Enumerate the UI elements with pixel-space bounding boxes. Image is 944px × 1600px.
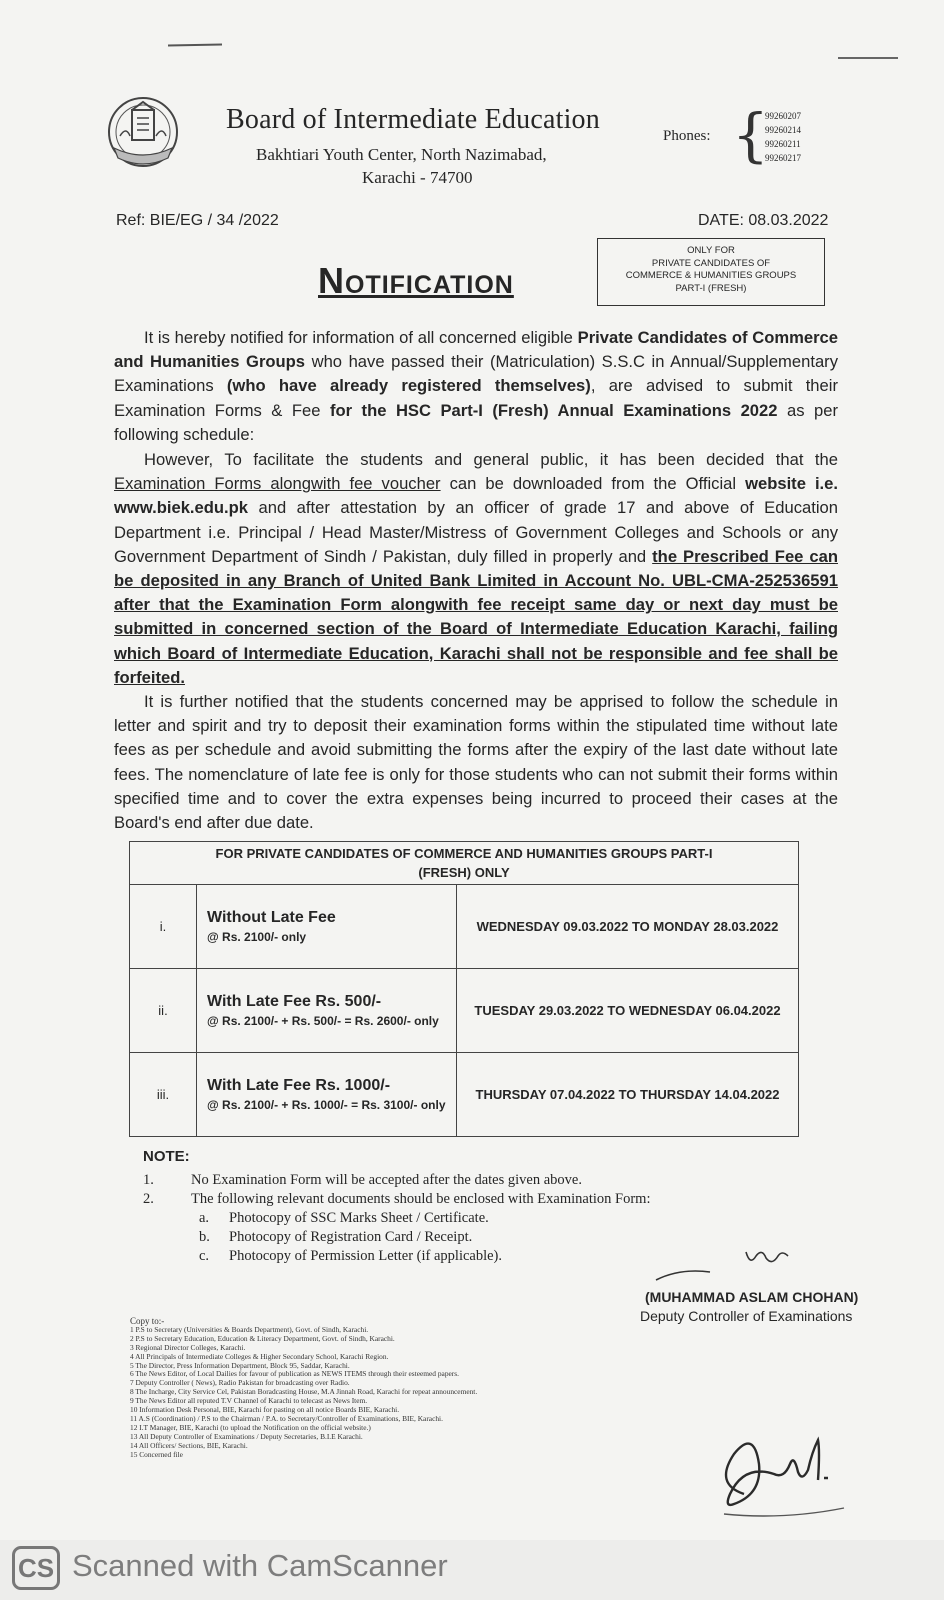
copy-to-item: 7 Deputy Controller ( News), Radio Pakistan for broadcasting over Radio. (130, 1378, 350, 1388)
only-for-line: PRIVATE CANDIDATES OF (651, 257, 771, 269)
table-row (130, 969, 799, 1053)
bold-span: Private Candidates of Commerce and Humanities Groups (114, 328, 838, 372)
schedule-table (129, 841, 799, 1137)
text-span: as per following schedule: (114, 400, 838, 444)
note-text: The following relevant documents should be enclosed with Examination Form: (191, 1191, 651, 1207)
text-span: It is hereby notified for information of all concerned eligible (144, 328, 578, 347)
scratch-mark (838, 57, 898, 59)
camscanner-watermark: Scanned with CamScanner (72, 1548, 448, 1583)
subitem-letter: b. (199, 1229, 210, 1245)
date-range: THURSDAY 07.04.2022 TO THURSDAY 14.04.2022 (457, 1053, 799, 1137)
fee-cell (197, 1053, 457, 1137)
row-number: i. (130, 885, 197, 969)
signature-icon (650, 1238, 820, 1288)
date-range: TUESDAY 29.03.2022 TO WEDNESDAY 06.04.2022 (457, 969, 799, 1053)
note-list (143, 1171, 650, 1266)
bold-span: (who have already registered themselves) (226, 376, 591, 396)
subitem-text: Photocopy of SSC Marks Sheet / Certificate. (229, 1210, 489, 1226)
text-span: who have passed their (Matriculation) S.S.C in Annual/Supplementary Examinations (114, 352, 838, 396)
scratch-mark (168, 44, 222, 47)
schedule-header: FOR PRIVATE CANDIDATES OF COMMERCE AND HUMANITIES GROUPS PART-I (FRESH) ONLY (130, 842, 799, 885)
text-span: , are advised to submit their Examination Forms & Fee (114, 376, 838, 420)
text-span: can be downloaded from the Official (440, 474, 746, 494)
board-title: Board of Intermediate Education (226, 104, 600, 135)
note-subitem (143, 1209, 650, 1228)
camscanner-logo-icon: CS (12, 1546, 60, 1590)
copy-to-item: 2 P.S to Secretary Education, Education & Literacy Department, Govt. of Sindh, Karachi. (130, 1333, 395, 1343)
copy-to-heading: Copy to:- (130, 1316, 165, 1326)
fee-cell (197, 969, 457, 1053)
row-number: ii. (130, 969, 197, 1053)
note-number: 2. (143, 1191, 154, 1207)
fee-label: Without Late Fee (207, 909, 336, 926)
paragraph-3-text: It is further notified that the students concerned may be apprised to follow the schedule in letter and spirit and try to deposit their examination forms within the stipulated time without late fees as per schedule and avoid submitting the forms after the expiry of the last date without late fees. The nomenclature of late fee is only for those students who can not submit their forms within specified time and to cover the extra expenses being incurred to proceed their cases at the Board's end after due date. (114, 692, 838, 833)
fee-label: With Late Fee Rs. 500/- (207, 993, 382, 1010)
fee-amount: @ Rs. 2100/- + Rs. 500/- = Rs. 2600/- only (207, 1014, 439, 1028)
brace-icon: { (732, 101, 769, 169)
paragraph-1 (114, 326, 838, 447)
note-subitem (143, 1247, 650, 1266)
note-subitem (143, 1228, 650, 1247)
second-signature-icon (704, 1424, 874, 1524)
note-number: 1. (143, 1172, 154, 1188)
notification-title: Notification (318, 260, 514, 301)
row-number: iii. (130, 1053, 197, 1137)
copy-to-item: 1 P.S to Secretary (Universities & Boards Department), Govt. of Sindh, Karachi. (130, 1324, 369, 1334)
paragraph-2 (114, 448, 838, 690)
only-for-line: COMMERCE & HUMANITIES GROUPS (625, 270, 797, 281)
board-crest-icon (104, 92, 182, 176)
signatory-name: (MUHAMMAD ASLAM CHOHAN) (645, 1289, 859, 1305)
copy-to-item: 10 Information Desk Personal, BIE, Karachi for pasting on all notice Boards BIE, Karachi. (130, 1405, 400, 1415)
subitem-text: Photocopy of Permission Letter (if applicable). (229, 1248, 503, 1264)
underlined-span: Examination Forms alongwith fee voucher (114, 474, 441, 494)
only-for-box (597, 238, 825, 306)
phone-number: 99260207 (765, 111, 801, 121)
copy-to-item: 9 The News Editor all reputed T.V Channel of Karachi to telecast as News Item. (130, 1396, 368, 1406)
only-for-line: PART-I (FRESH) (675, 282, 747, 294)
fee-cell (197, 885, 457, 969)
fee-label: With Late Fee Rs. 1000/- (207, 1077, 391, 1094)
phones-label: Phones: (663, 128, 711, 144)
copy-to-item: 8 The Incharge, City Service Cel, Pakistan Boradcasting House, M.A Jinnah Road, Karachi for repeat announcement. (130, 1387, 478, 1397)
board-city: Karachi - 74700 (362, 168, 473, 187)
phone-number: 99260214 (765, 125, 801, 135)
bold-underlined-span: the Prescribed Fee can be deposited in any Branch of United Bank Limited in Account No. UBL-CMA-252536591 after that the Examination Form alongwith fee receipt same day or next day must be submitted in concerned section of the Board of Intermediate Education Karachi, failing which Board of Intermediate Education, Karachi shall not be responsible and fee shall be forfeited. (114, 546, 838, 687)
copy-to-item: 3 Regional Director Colleges, Karachi. (130, 1342, 246, 1352)
note-item (143, 1190, 650, 1209)
copy-to-item: 6 The News Editor, of Local Dailies for favour of publication as NEWS ITEMS through their esteemed papers. (130, 1369, 459, 1379)
website-span: website i.e. www.biek.edu.pk (114, 474, 838, 518)
phones-list (765, 109, 801, 165)
note-item (143, 1171, 650, 1190)
copy-to-list (130, 1317, 477, 1460)
reference-number: Ref: BIE/EG / 34 /2022 (116, 212, 279, 229)
table-row (130, 1053, 799, 1137)
paragraph-3 (114, 690, 838, 835)
copy-to-item: 15 Concerned file (130, 1449, 183, 1459)
document-date: DATE: 08.03.2022 (698, 212, 829, 229)
date-range: WEDNESDAY 09.03.2022 TO MONDAY 28.03.2022 (457, 885, 799, 969)
text-span: and after attestation by an officer of grade 17 and above of Education Department i.e. Principal / Head Master/Mistress of Government Colleges and Schools or any Government Department of Sindh / Pakistan, duly filled in properly and (114, 498, 838, 566)
subitem-letter: a. (199, 1210, 210, 1226)
copy-to-item: 5 The Director, Press Information Department, Block 95, Saddar, Karachi. (130, 1360, 350, 1370)
table-row (130, 885, 799, 969)
copy-to-item: 14 All Officers/ Sections, BIE, Karachi. (130, 1440, 248, 1450)
only-for-line: ONLY FOR (687, 245, 735, 256)
signatory-designation: Deputy Controller of Examinations (640, 1308, 853, 1324)
text-span: However, To facilitate the students and general public, it has been decided that the (144, 450, 838, 469)
copy-to-item: 11 A.S (Coordination) / P.S to the Chairman / P.A. to Secretary/Controller of Examinations, BIE, Karachi. (130, 1413, 443, 1423)
copy-to-item: 13 All Deputy Controller of Examinations / Deputy Secretaries, B.I.E Karachi. (130, 1431, 363, 1441)
bold-span: for the HSC Part-I (Fresh) Annual Examinations 2022 (329, 400, 778, 420)
note-text: No Examination Form will be accepted after the dates given above. (191, 1172, 582, 1188)
note-heading: NOTE: (143, 1148, 190, 1165)
fee-amount: @ Rs. 2100/- + Rs. 1000/- = Rs. 3100/- only (207, 1098, 446, 1112)
subitem-text: Photocopy of Registration Card / Receipt. (229, 1229, 473, 1245)
board-address: Bakhtiari Youth Center, North Nazimabad, (256, 145, 547, 164)
copy-to-item: 4 All Principals of Intermediate Colleges & Higher Secondary School, Karachi Region. (130, 1351, 389, 1361)
copy-to-item: 12 I.T Manager, BIE, Karachi (to upload the Notification on the official website.) (130, 1422, 371, 1432)
fee-amount: @ Rs. 2100/- only (207, 930, 307, 944)
phone-number: 99260211 (765, 139, 801, 149)
phone-number: 99260217 (765, 153, 801, 163)
subitem-letter: c. (199, 1248, 210, 1264)
